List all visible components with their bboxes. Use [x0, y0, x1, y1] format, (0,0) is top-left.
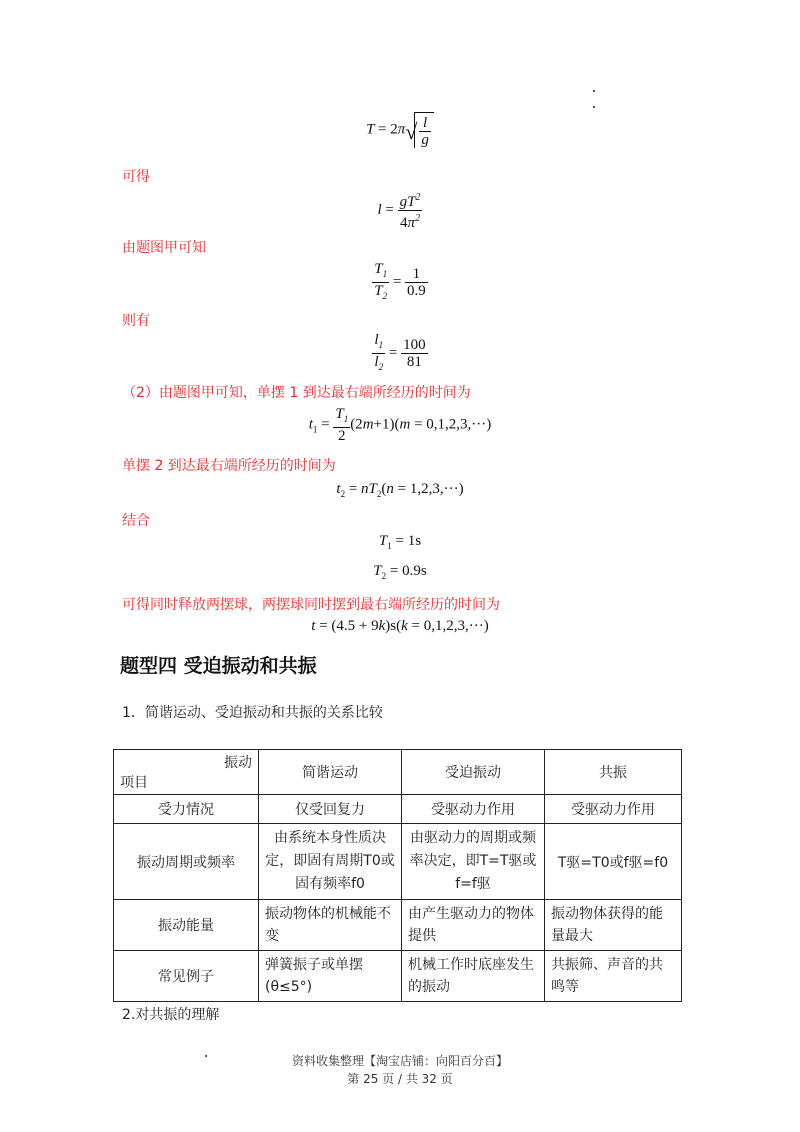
section-title: 题型四 受迫振动和共振 — [120, 655, 317, 677]
table-cell: 机械工作时底座发生的振动 — [402, 951, 545, 1002]
label-conclusion: 可得同时释放两摆球，两摆球同时摆到最右端所经历的时间为 — [122, 597, 500, 613]
label-ke-de: 可得 — [122, 169, 150, 185]
table-cell: 振动物体获得的能量最大 — [545, 900, 682, 951]
decorative-dot — [593, 90, 595, 92]
formula-period: T = 2π√ $\frac{l}{g}$ — [0, 112, 800, 148]
table-row — [114, 900, 682, 951]
formula-t2: $t_2 = nT_2(n = 1,2,3,\cdot\cdot\cdot)$ — [336, 481, 464, 499]
table-row — [114, 951, 682, 1002]
table-cell: T驱=T0或f驱=f0 — [545, 824, 682, 900]
corner-cell — [114, 750, 259, 795]
table-cell: 弹簧振子或单摆(θ≤5°) — [259, 951, 402, 1002]
formula-ratio-l: $\frac{l_1}{l_2}$ = $\frac{100}{81}$ — [374, 332, 426, 372]
corner-top: 振动 — [224, 755, 252, 771]
comparison-table — [113, 749, 682, 1002]
formula-T1: $T_1 = 1s$ — [378, 533, 422, 551]
formula-T2: $T_2 = 0.9s$ — [373, 563, 427, 581]
table-cell: 受驱动力作用 — [402, 795, 545, 824]
formula-ratio-T: $\frac{T_1}{T_2}$ = $\frac{1}{0.9}$ — [374, 261, 426, 301]
header-resonance: 共振 — [545, 750, 682, 795]
row-label: 常见例子 — [114, 951, 259, 1002]
formula-length: l = $\frac{gT^2}{4\pi^2}$ — [377, 192, 421, 231]
label-then: 则有 — [122, 313, 150, 329]
table-cell: 受驱动力作用 — [545, 795, 682, 824]
label-from-figure: 由题图甲可知 — [122, 240, 206, 256]
table-header-row — [114, 750, 682, 795]
label-combine: 结合 — [122, 513, 150, 529]
table-cell: 由产生驱动力的物体提供 — [402, 900, 545, 951]
row-label: 振动周期或频率 — [114, 824, 259, 900]
table-cell: 由驱动力的周期或频率决定，即T=T驱或f=f驱 — [402, 824, 545, 900]
decorative-dot — [593, 106, 595, 108]
table-cell: 由系统本身性质决定，即固有周期T0或固有频率f0 — [259, 824, 402, 900]
table-row — [114, 795, 682, 824]
header-forced-vibration: 受迫振动 — [402, 750, 545, 795]
table-cell: 振动物体的机械能不变 — [259, 900, 402, 951]
footer-source: 资料收集整理【淘宝店铺：向阳百分百】 — [291, 1054, 508, 1068]
table-cell: 共振筛、声音的共鸣等 — [545, 951, 682, 1002]
row-label: 受力情况 — [114, 795, 259, 824]
corner-bottom: 项目 — [120, 775, 148, 791]
label-pendulum2: 单摆 2 到达最右端所经历的时间为 — [122, 458, 336, 474]
footer-page-number: 第 25 页 / 共 32 页 — [347, 1072, 453, 1086]
section-item-1: 1．简谐运动、受迫振动和共振的关系比较 — [122, 705, 383, 721]
table-row — [114, 824, 682, 900]
formula-final: t = (4.5 + 9k)s(k = 0,1,2,3,···) — [311, 618, 489, 634]
row-label: 振动能量 — [114, 900, 259, 951]
header-simple-harmonic: 简谐运动 — [259, 750, 402, 795]
part2-intro: （2）由题图甲可知，单摆 1 到达最右端所经历的时间为 — [122, 385, 471, 401]
formula-t1: $t_1$ = $\frac{T_1}{2}$ (2m+1)(m = 0,1,2,3,···) — [308, 406, 492, 444]
section-item-2: 2.对共振的理解 — [122, 1007, 220, 1023]
table-cell: 仅受回复力 — [259, 795, 402, 824]
